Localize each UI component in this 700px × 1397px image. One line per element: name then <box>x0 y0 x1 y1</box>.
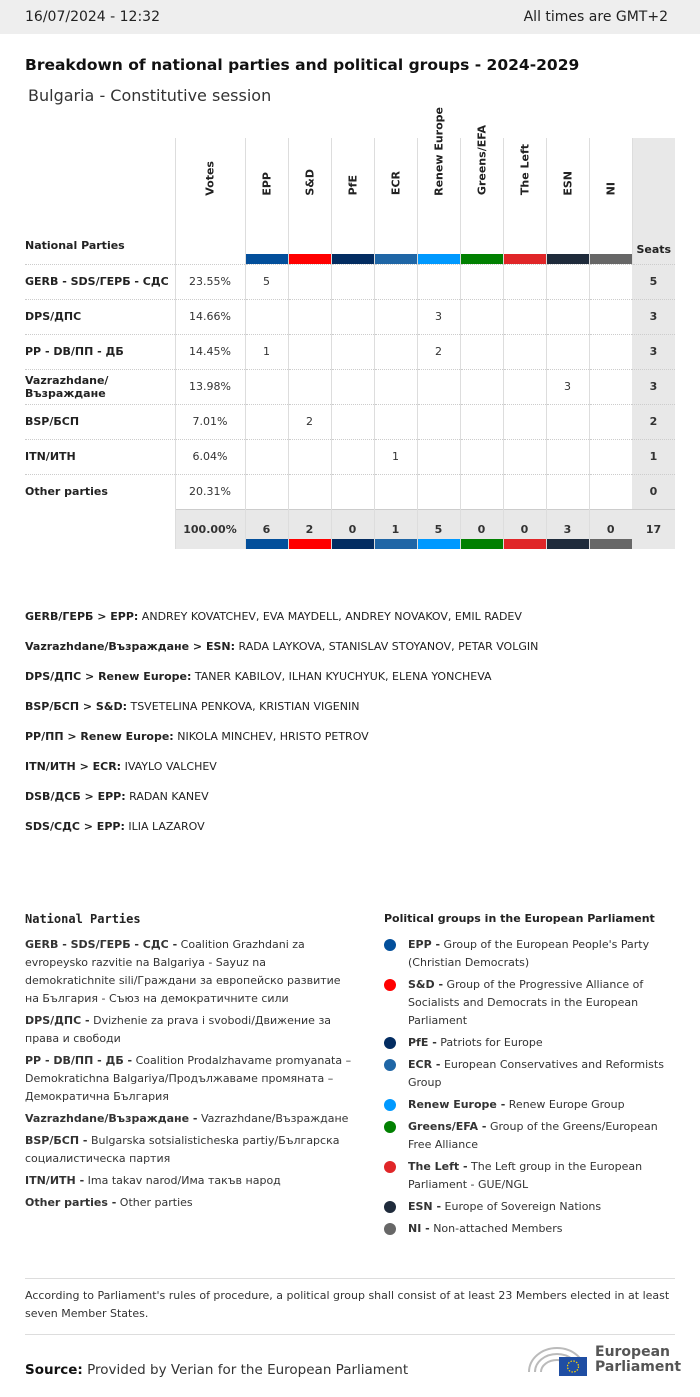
group-color-bar <box>590 539 633 549</box>
group-abbr: EPP - <box>408 938 441 951</box>
group-seats-cell <box>546 404 589 439</box>
group-legend-text <box>408 936 679 972</box>
group-seats-cell <box>589 334 632 369</box>
group-desc: Group of the Progressive Alliance of Socialists and Democrats in the European Parliament <box>408 978 644 1027</box>
group-seats-cell <box>331 439 374 474</box>
group-color-bar <box>375 539 417 549</box>
group-legend-item <box>384 1158 679 1194</box>
group-seats-cell <box>460 369 503 404</box>
party-legend-item <box>25 1172 355 1190</box>
assignment-label: DPS/ДПС > Renew Europe: <box>25 670 192 683</box>
group-seats-cell <box>546 299 589 334</box>
group-abbr: NI - <box>408 1222 430 1235</box>
party-legend-item <box>25 1194 355 1212</box>
party-legend-item <box>25 1132 355 1168</box>
assignment-item <box>25 700 538 730</box>
group-abbr: The Left - <box>408 1160 468 1173</box>
group-seats-cell <box>331 369 374 404</box>
seats-cell: 3 <box>632 369 675 404</box>
seats-cell: 5 <box>632 264 675 299</box>
party-abbr: Vazrazhdane/Възраждане - <box>25 1112 198 1125</box>
total-seats: 17 <box>632 509 675 549</box>
total-group-seats: 0 <box>460 509 503 549</box>
group-seats-cell <box>331 299 374 334</box>
party-name: BSP/БСП <box>25 404 175 439</box>
group-color-bar <box>504 254 546 264</box>
logo-text: European Parliament <box>595 1344 682 1375</box>
party-legend-item <box>25 1012 355 1048</box>
group-color-bar <box>590 254 632 264</box>
assignment-members: NIKOLA MINCHEV, HRISTO PETROV <box>173 730 369 743</box>
party-name: ITN/ИТН <box>25 439 175 474</box>
total-group-seats: 0 <box>331 509 374 549</box>
group-color-bar <box>246 539 288 549</box>
results-table <box>25 106 675 549</box>
party-abbr: PP - DB/ПП - ДБ - <box>25 1054 133 1067</box>
group-seats-cell <box>288 474 331 509</box>
group-color-bar <box>332 254 374 264</box>
group-color-bar <box>461 539 503 549</box>
group-seats-cell <box>288 264 331 299</box>
group-legend-text <box>408 1056 679 1092</box>
group-desc: Renew Europe Group <box>505 1098 625 1111</box>
group-seats-cell <box>460 474 503 509</box>
party-desc: Dvizhenie za prava i svobodi/Движение за права и свободи <box>25 1014 332 1045</box>
party-abbr: ITN/ИТН - <box>25 1174 85 1187</box>
group-seats-cell <box>331 334 374 369</box>
votes-cell: 20.31% <box>175 474 245 509</box>
top-bar <box>0 0 700 34</box>
source: Source: Provided by Verian for the European Parliament <box>25 1362 409 1378</box>
group-seats-cell <box>460 334 503 369</box>
group-label: ESN <box>561 170 574 196</box>
group-color-bar <box>289 254 331 264</box>
votes-cell: 14.66% <box>175 299 245 334</box>
member-assignments <box>25 610 538 850</box>
party-abbr: GERB - SDS/ГЕРБ - СДС - <box>25 938 178 951</box>
group-desc: Group of the Greens/European Free Alliance <box>408 1120 658 1151</box>
total-group-seats: 5 <box>417 509 460 549</box>
group-seats-cell <box>417 474 460 509</box>
group-header <box>374 138 417 264</box>
group-seats-cell <box>503 404 546 439</box>
group-legend-item <box>384 1198 679 1216</box>
group-seats-cell <box>460 439 503 474</box>
group-abbr: ESN - <box>408 1200 442 1213</box>
group-legend-text <box>408 1096 625 1114</box>
timezone-note: All times are GMT+2 <box>523 9 668 25</box>
votes-cell: 6.04% <box>175 439 245 474</box>
party-abbr: Other parties - <box>25 1196 117 1209</box>
group-seats-cell <box>503 439 546 474</box>
group-dot-icon <box>384 1121 396 1133</box>
group-legend-item <box>384 1056 679 1092</box>
table-row <box>25 474 675 509</box>
total-group-seats: 0 <box>503 509 546 549</box>
group-legend-item <box>384 936 679 972</box>
group-color-bar <box>289 539 331 549</box>
party-legend-item <box>25 936 355 1008</box>
group-label: EPP <box>260 171 273 196</box>
total-group-seats: 2 <box>288 509 331 549</box>
group-seats-cell <box>288 299 331 334</box>
group-seats-cell: 5 <box>245 264 288 299</box>
political-groups-legend <box>384 910 679 1242</box>
votes-cell: 13.98% <box>175 369 245 404</box>
group-legend-item <box>384 1034 679 1052</box>
party-name: Other parties <box>25 474 175 509</box>
group-seats-cell <box>245 474 288 509</box>
legend-title: Political groups in the European Parliament <box>384 912 655 925</box>
group-color-bar <box>461 254 503 264</box>
group-header <box>503 138 546 264</box>
group-legend-text <box>408 976 679 1030</box>
datetime: 16/07/2024 - 12:32 <box>25 9 160 25</box>
table-row <box>25 439 675 474</box>
total-votes: 100.00% <box>175 509 245 549</box>
group-seats-cell <box>460 264 503 299</box>
group-color-bar <box>418 254 460 264</box>
group-seats-cell <box>417 404 460 439</box>
group-color-bar <box>418 539 460 549</box>
group-header <box>245 138 288 264</box>
group-dot-icon <box>384 1223 396 1235</box>
assignment-item <box>25 670 538 700</box>
group-seats-cell <box>374 474 417 509</box>
group-desc: European Conservatives and Reformists Group <box>408 1058 664 1089</box>
total-group-seats: 1 <box>374 509 417 549</box>
assignment-members: TANER KABILOV, ILHAN KYUCHYUK, ELENA YONCHEVA <box>191 670 492 683</box>
votes-header: Votes <box>175 138 245 264</box>
group-seats-cell <box>503 474 546 509</box>
group-legend-text <box>408 1220 562 1238</box>
group-seats-cell <box>245 299 288 334</box>
assignment-label: PP/ПП > Renew Europe: <box>25 730 174 743</box>
group-dot-icon <box>384 1201 396 1213</box>
group-seats-cell: 1 <box>245 334 288 369</box>
seats-cell: 3 <box>632 334 675 369</box>
party-desc: Other parties <box>116 1196 193 1209</box>
group-color-bar <box>547 539 589 549</box>
group-label: ECR <box>389 171 402 196</box>
group-abbr: Greens/EFA - <box>408 1120 487 1133</box>
party-desc: Coalition Prodalzhavame promyanata – Demokratichna Balgariya/Продължаваме промяната – Демократична България <box>25 1054 352 1103</box>
seats-cell: 2 <box>632 404 675 439</box>
group-seats-cell <box>374 369 417 404</box>
assignment-members: RADAN KANEV <box>125 790 209 803</box>
group-dot-icon <box>384 979 396 991</box>
group-seats-cell: 3 <box>417 299 460 334</box>
table-row <box>25 404 675 439</box>
group-seats-cell <box>331 264 374 299</box>
group-label: The Left <box>518 144 531 196</box>
group-header <box>288 138 331 264</box>
group-seats-cell <box>503 264 546 299</box>
party-name: Vazrazhdane/Възраждане <box>25 369 175 404</box>
assignment-label: BSP/БСП > S&D: <box>25 700 127 713</box>
group-legend-item <box>384 1118 679 1154</box>
group-seats-cell <box>288 439 331 474</box>
group-desc: Group of the European People's Party (Christian Democrats) <box>408 938 650 969</box>
group-color-bar <box>547 254 589 264</box>
group-abbr: S&D - <box>408 978 444 991</box>
group-seats-cell <box>374 264 417 299</box>
party-name: PP - DB/ПП - ДБ <box>25 334 175 369</box>
group-legend-text <box>408 1118 679 1154</box>
group-seats-cell <box>589 439 632 474</box>
assignment-members: ILIA LAZAROV <box>124 820 205 833</box>
group-dot-icon <box>384 1161 396 1173</box>
group-abbr: ECR - <box>408 1058 441 1071</box>
group-seats-cell <box>503 369 546 404</box>
group-seats-cell <box>546 334 589 369</box>
group-seats-cell <box>288 334 331 369</box>
seats-cell: 0 <box>632 474 675 509</box>
party-name: GERB - SDS/ГЕРБ - СДС <box>25 264 175 299</box>
group-color-bar <box>504 539 546 549</box>
seats-header: Seats <box>632 138 675 264</box>
group-seats-cell <box>331 404 374 439</box>
assignment-label: GERB/ГЕРБ > EPP: <box>25 610 139 623</box>
group-desc: Patriots for Europe <box>436 1036 543 1049</box>
group-seats-cell <box>589 369 632 404</box>
seats-cell: 3 <box>632 299 675 334</box>
group-legend-item <box>384 976 679 1030</box>
assignment-item <box>25 820 538 850</box>
page-title: Breakdown of national parties and political groups - 2024-2029 <box>25 56 580 74</box>
group-seats-cell <box>374 334 417 369</box>
group-dot-icon <box>384 1037 396 1049</box>
group-header <box>331 138 374 264</box>
table-row <box>25 369 675 404</box>
blank-cell <box>25 509 175 549</box>
group-seats-cell <box>589 404 632 439</box>
group-label: Renew Europe <box>432 106 445 196</box>
party-desc: Ima takav narod/Има такъв народ <box>84 1174 281 1187</box>
group-label: PfE <box>346 175 359 196</box>
votes-cell: 14.45% <box>175 334 245 369</box>
group-seats-cell <box>546 474 589 509</box>
group-header <box>546 138 589 264</box>
group-color-bar <box>375 254 417 264</box>
group-seats-cell: 1 <box>374 439 417 474</box>
assignment-members: TSVETELINA PENKOVA, KRISTIAN VIGENIN <box>126 700 360 713</box>
group-dot-icon <box>384 1059 396 1071</box>
party-abbr: BSP/БСП - <box>25 1134 88 1147</box>
group-seats-cell <box>546 264 589 299</box>
assignment-label: DSB/ДСБ > EPP: <box>25 790 126 803</box>
total-group-seats: 0 <box>589 509 632 549</box>
assignment-item <box>25 730 538 760</box>
group-header <box>589 138 632 264</box>
group-seats-cell <box>245 369 288 404</box>
party-legend-item <box>25 1110 355 1128</box>
party-desc: Bulgarska sotsialisticheska partiy/Българска социалистическа партия <box>25 1134 340 1165</box>
total-group-seats: 6 <box>245 509 288 549</box>
group-seats-cell <box>417 439 460 474</box>
table-row <box>25 299 675 334</box>
total-row <box>25 509 675 549</box>
assignment-item <box>25 610 538 640</box>
group-seats-cell <box>331 474 374 509</box>
group-legend-item <box>384 1220 679 1238</box>
assignment-label: Vazrazhdane/Възраждане > ESN: <box>25 640 235 653</box>
parliament-hemicycle-icon <box>525 1342 589 1378</box>
group-seats-cell <box>589 299 632 334</box>
national-parties-legend <box>25 910 355 1216</box>
group-header <box>460 125 503 264</box>
group-abbr: PfE - <box>408 1036 437 1049</box>
party-desc: Vazrazhdane/Възраждане <box>197 1112 349 1125</box>
party-abbr: DPS/ДПС - <box>25 1014 90 1027</box>
group-dot-icon <box>384 939 396 951</box>
total-group-seats: 3 <box>546 509 589 549</box>
assignment-label: ITN/ИТН > ECR: <box>25 760 122 773</box>
group-seats-cell <box>288 369 331 404</box>
legend-title: National Parties <box>25 912 141 926</box>
group-seats-cell <box>374 404 417 439</box>
group-label: NI <box>604 182 617 196</box>
group-label: Greens/EFA <box>475 125 488 196</box>
group-legend-text <box>408 1034 543 1052</box>
party-header: National Parties <box>25 238 125 252</box>
group-desc: Europe of Sovereign Nations <box>441 1200 602 1213</box>
group-seats-cell <box>503 334 546 369</box>
group-seats-cell <box>460 299 503 334</box>
assignment-members: ANDREY KOVATCHEV, EVA MAYDELL, ANDREY NOVAKOV, EMIL RADEV <box>138 610 522 623</box>
group-seats-cell <box>417 369 460 404</box>
table-row <box>25 264 675 299</box>
group-seats-cell <box>374 299 417 334</box>
group-abbr: Renew Europe - <box>408 1098 506 1111</box>
group-seats-cell: 2 <box>417 334 460 369</box>
group-seats-cell <box>546 439 589 474</box>
group-legend-item <box>384 1096 679 1114</box>
party-desc: Coalition Grazhdani za evropeysko razvitie na Balgariya - Sayuz na demokratichnite sili/Граждани за европейско развитие на България - Съюз на демократичните сили <box>25 938 341 1005</box>
votes-cell: 23.55% <box>175 264 245 299</box>
group-seats-cell <box>245 404 288 439</box>
group-dot-icon <box>384 1099 396 1111</box>
party-name: DPS/ДПС <box>25 299 175 334</box>
assignment-label: SDS/СДС > EPP: <box>25 820 125 833</box>
party-legend-item <box>25 1052 355 1106</box>
european-parliament-logo <box>525 1342 682 1378</box>
group-seats-cell <box>417 264 460 299</box>
group-desc: The Left group in the European Parliament - GUE/NGL <box>408 1160 643 1191</box>
assignment-members: RADA LAYKOVA, STANISLAV STOYANOV, PETAR VOLGIN <box>235 640 539 653</box>
page-subtitle: Bulgaria - Constitutive session <box>28 86 272 105</box>
group-seats-cell: 3 <box>546 369 589 404</box>
assignment-members: IVAYLO VALCHEV <box>121 760 217 773</box>
group-seats-cell <box>589 264 632 299</box>
group-legend-text <box>408 1198 601 1216</box>
group-label: S&D <box>303 168 316 196</box>
table-row <box>25 334 675 369</box>
group-desc: Non-attached Members <box>429 1222 563 1235</box>
group-seats-cell <box>460 404 503 439</box>
group-seats-cell <box>589 474 632 509</box>
group-seats-cell: 2 <box>288 404 331 439</box>
group-color-bar <box>332 539 374 549</box>
group-seats-cell <box>503 299 546 334</box>
votes-cell: 7.01% <box>175 404 245 439</box>
group-color-bar <box>246 254 288 264</box>
seats-cell: 1 <box>632 439 675 474</box>
group-legend-text <box>408 1158 679 1194</box>
procedure-note: According to Parliament's rules of procedure, a political group shall consist of at least 23 Members elected in at least seven Member States. <box>25 1278 675 1335</box>
group-seats-cell <box>245 439 288 474</box>
assignment-item <box>25 760 538 790</box>
group-header <box>417 106 460 264</box>
assignment-item <box>25 790 538 820</box>
assignment-item <box>25 640 538 670</box>
